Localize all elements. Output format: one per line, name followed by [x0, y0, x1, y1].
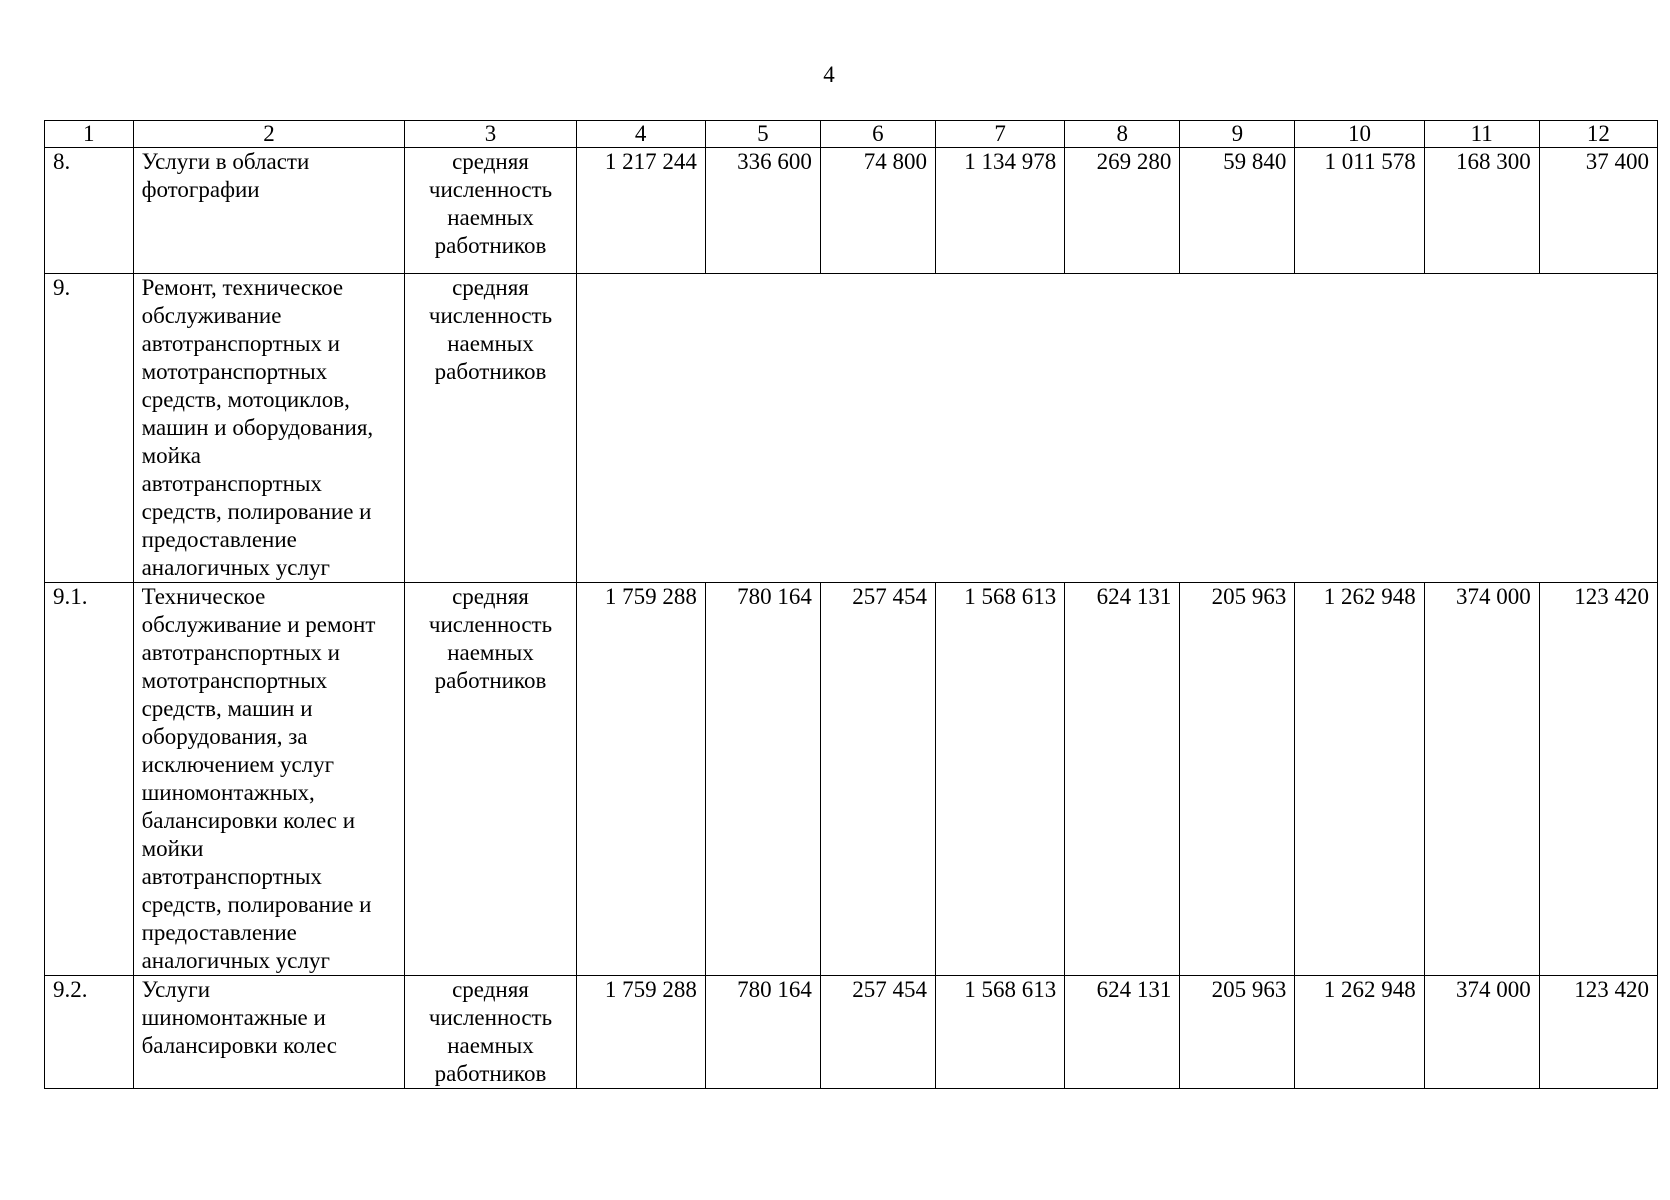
- value-cell: 1 759 288: [576, 976, 705, 1089]
- service-name-line: балансировки колес и: [141, 808, 356, 833]
- header-cell: 1: [45, 121, 134, 148]
- service-name-line: Услуги в области: [141, 149, 310, 174]
- service-name-line: предоставление: [141, 920, 297, 945]
- unit-line: средняя: [452, 275, 529, 300]
- header-cell: 9: [1180, 121, 1295, 148]
- unit-cell: [405, 148, 576, 274]
- value-cell: 205 963: [1180, 583, 1295, 976]
- service-name-line: мойка: [141, 443, 201, 468]
- value-cell: 205 963: [1180, 976, 1295, 1089]
- service-name-line: балансировки колес: [141, 1033, 337, 1058]
- unit-line: численность: [428, 1005, 553, 1030]
- row-number: 9.2.: [45, 976, 134, 1089]
- service-name-line: средств, полирование и: [141, 499, 372, 524]
- header-row: [45, 121, 1658, 148]
- service-name-line: автотранспортных и: [141, 331, 340, 356]
- header-cell: 4: [576, 121, 705, 148]
- header-cell: 2: [133, 121, 405, 148]
- header-cell: 10: [1295, 121, 1424, 148]
- value-cell: 624 131: [1065, 976, 1180, 1089]
- service-name-line: Услуги: [141, 977, 211, 1002]
- page-number: 4: [823, 62, 835, 87]
- header-cell: 11: [1424, 121, 1539, 148]
- unit-line: численность: [428, 303, 553, 328]
- header-cell: 7: [935, 121, 1064, 148]
- value-cell: 1 262 948: [1295, 583, 1424, 976]
- service-name-line: аналогичных услуг: [141, 948, 330, 973]
- value-cell: 74 800: [820, 148, 935, 274]
- service-name-line: Техническое: [141, 584, 266, 609]
- value-cell: 336 600: [705, 148, 820, 274]
- service-name-line: автотранспортных и: [141, 640, 340, 665]
- unit-line: средняя: [452, 584, 529, 609]
- value-cell: 780 164: [705, 976, 820, 1089]
- unit-line: наемных: [447, 640, 534, 665]
- tariff-table: [44, 120, 1658, 1089]
- value-cell: 123 420: [1539, 976, 1657, 1089]
- unit-line: работников: [434, 1061, 547, 1086]
- unit-line: наемных: [447, 331, 534, 356]
- header-cell: 3: [405, 121, 576, 148]
- unit-line: средняя: [452, 149, 529, 174]
- value-cell: 1 262 948: [1295, 976, 1424, 1089]
- service-name: [133, 274, 405, 583]
- service-name-line: предоставление: [141, 527, 297, 552]
- service-name-line: обслуживание: [141, 303, 282, 328]
- service-name-line: обслуживание и ремонт: [141, 612, 376, 637]
- service-name-line: средств, полирование и: [141, 892, 372, 917]
- table-row: [45, 274, 1658, 583]
- unit-cell: [405, 976, 576, 1089]
- service-name-line: аналогичных услуг: [141, 555, 330, 580]
- value-cell: 624 131: [1065, 583, 1180, 976]
- service-name-line: шиномонтажных,: [141, 780, 315, 805]
- unit-line: наемных: [447, 1033, 534, 1058]
- row-number: 9.1.: [45, 583, 134, 976]
- value-cell: 374 000: [1424, 976, 1539, 1089]
- service-name: [133, 583, 405, 976]
- value-cell: 1 759 288: [576, 583, 705, 976]
- service-name-line: автотранспортных: [141, 864, 322, 889]
- unit-line: численность: [428, 612, 553, 637]
- service-name-line: мойки: [141, 836, 204, 861]
- value-cell: 374 000: [1424, 583, 1539, 976]
- header-cell: 8: [1065, 121, 1180, 148]
- service-name: [133, 976, 405, 1089]
- value-cell: 1 217 244: [576, 148, 705, 274]
- unit-line: численность: [428, 177, 553, 202]
- service-name: [133, 148, 405, 274]
- service-name-line: исключением услуг: [141, 752, 335, 777]
- row-number: 9.: [45, 274, 134, 583]
- header-cell: 6: [820, 121, 935, 148]
- service-name-line: машин и оборудования,: [141, 415, 374, 440]
- header-cell: 12: [1539, 121, 1657, 148]
- service-name-line: автотранспортных: [141, 471, 322, 496]
- service-name-line: средств, машин и: [141, 696, 313, 721]
- value-cell: 257 454: [820, 583, 935, 976]
- row-number: 8.: [45, 148, 134, 274]
- service-name-line: шиномонтажные и: [141, 1005, 326, 1030]
- value-cell: 37 400: [1539, 148, 1657, 274]
- value-cell: 780 164: [705, 583, 820, 976]
- value-cell: 168 300: [1424, 148, 1539, 274]
- unit-cell: [405, 583, 576, 976]
- unit-line: наемных: [447, 205, 534, 230]
- header-cell: 5: [705, 121, 820, 148]
- value-cell: 269 280: [1065, 148, 1180, 274]
- value-cell: 1 134 978: [935, 148, 1064, 274]
- service-name-line: мототранспортных: [141, 359, 328, 384]
- unit-line: средняя: [452, 977, 529, 1002]
- service-name-line: средств, мотоциклов,: [141, 387, 350, 412]
- unit-line: работников: [434, 668, 547, 693]
- value-cell: 1 568 613: [935, 976, 1064, 1089]
- empty-merged-cell: [576, 274, 1657, 583]
- value-cell: 1 568 613: [935, 583, 1064, 976]
- value-cell: 123 420: [1539, 583, 1657, 976]
- service-name-line: оборудования, за: [141, 724, 308, 749]
- service-name-line: фотографии: [141, 177, 260, 202]
- table-row: [45, 976, 1658, 1089]
- unit-cell: [405, 274, 576, 583]
- service-name-line: мототранспортных: [141, 668, 328, 693]
- table-row: [45, 148, 1658, 274]
- service-name-line: Ремонт, техническое: [141, 275, 344, 300]
- unit-line: работников: [434, 359, 547, 384]
- table-row: [45, 583, 1658, 976]
- value-cell: 59 840: [1180, 148, 1295, 274]
- unit-line: работников: [434, 233, 547, 258]
- value-cell: 1 011 578: [1295, 148, 1424, 274]
- value-cell: 257 454: [820, 976, 935, 1089]
